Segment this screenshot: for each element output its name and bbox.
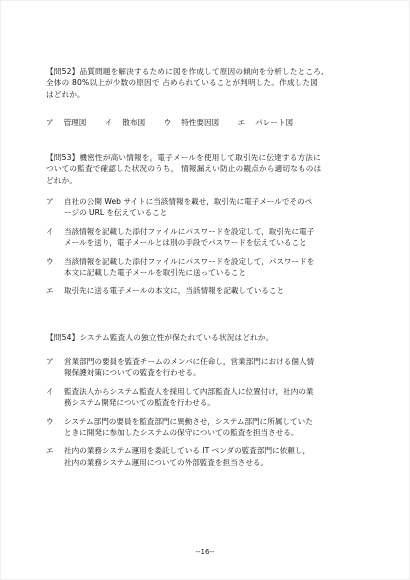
question-53-stem-line-1: 【問53】機密性が高い情報を，電子メールを使用して取引先に伝達する方法に bbox=[46, 153, 321, 162]
q53-option-d[interactable] bbox=[46, 285, 370, 296]
q54-option-d-line-1: 社内の業務システム運用を委託している IT ベンダの監査部門に依頼し， bbox=[64, 446, 311, 456]
q53-option-c-line-1: 当該情報を記載した添付ファイルにパスワードを設定して，パスワードを bbox=[64, 256, 315, 266]
q52-option-a-key: ア bbox=[46, 118, 54, 127]
q52-option-b-text: 散布図 bbox=[122, 118, 146, 127]
q54-option-b-key: イ bbox=[46, 386, 54, 396]
q54-option-b-line-1: 監査法人からシステム監査人を採用して内部監査人に位置付け，社内の業 bbox=[64, 386, 314, 396]
q53-option-d-line-1: 取引先に送る電子メールの本文に，当該情報を記載していること bbox=[64, 286, 285, 296]
q54-option-b-line-2: 務システム開発についての監査を行わせる。 bbox=[64, 398, 215, 408]
q53-option-c[interactable] bbox=[46, 256, 370, 279]
q53-option-c-line-2: 本文に記載した電子メールを取引先に送っていること bbox=[64, 268, 247, 278]
q53-option-a[interactable] bbox=[46, 196, 370, 219]
q54-option-c-key: ウ bbox=[46, 416, 54, 426]
q52-option-a[interactable] bbox=[46, 117, 86, 128]
q52-option-c-key: ウ bbox=[163, 118, 172, 127]
question-52 bbox=[46, 66, 368, 100]
q54-option-c-line-2: ときに開発に参加したシステムの保守についての監査を担当させる。 bbox=[64, 428, 299, 438]
question-52-options bbox=[46, 117, 368, 128]
q53-option-b-key: イ bbox=[46, 226, 54, 236]
question-52-stem-line-2: 全体の 80%以上が少数の原因で 占められていることが判明した。作成した図 bbox=[46, 78, 319, 88]
q53-option-a-line-2: ージの URL を伝えていること bbox=[64, 208, 168, 218]
q54-option-d-line-2: 社内の業務システム運用についての外部監査を担当させる。 bbox=[64, 457, 269, 467]
q54-option-b[interactable] bbox=[46, 386, 370, 409]
q54-option-a-key: ア bbox=[46, 357, 54, 366]
question-54-options bbox=[46, 356, 370, 475]
question-53-stem-line-2: ついての監査で確認した状況のうち， 情報漏えい防止の観点から適切なものは bbox=[46, 164, 322, 174]
page-number: --16-- bbox=[195, 548, 215, 556]
q54-option-a[interactable] bbox=[46, 356, 370, 379]
q53-option-d-key: エ bbox=[46, 286, 54, 296]
q53-option-a-key: ア bbox=[46, 197, 54, 206]
question-54-stem-line-1: 【問54】システム監査人の独立性が保たれている状況はどれか。 bbox=[46, 333, 274, 342]
q54-option-c[interactable] bbox=[46, 416, 370, 439]
q53-option-c-key: ウ bbox=[46, 256, 54, 266]
q54-option-a-line-1: 営業部門の要員を監査チームのメンバに任命し，営業部門における個人情 bbox=[64, 357, 315, 366]
q54-option-d-key: エ bbox=[46, 446, 54, 456]
q52-option-c[interactable] bbox=[164, 117, 220, 128]
q52-option-b[interactable] bbox=[105, 117, 145, 128]
question-53 bbox=[46, 152, 368, 186]
q53-option-b-line-1: 当該情報を記載した添付ファイルにパスワードを設定して，取引先に電子 bbox=[64, 226, 315, 236]
q53-option-a-line-1: 自社の公開 Web サイトに当該情報を載せ，取引先に電子メールでそのペ bbox=[64, 197, 313, 206]
q54-option-d[interactable] bbox=[46, 445, 370, 468]
q52-option-d-key: エ bbox=[237, 118, 246, 127]
q52-option-a-text: 管理図 bbox=[63, 118, 87, 127]
q52-option-c-text: 特性要因図 bbox=[181, 118, 220, 127]
q53-option-b-line-2: メールを送り，電子メールとは別の手段でパスワードを伝えていること bbox=[64, 238, 307, 248]
question-53-stem-line-3: どれか。 bbox=[46, 175, 78, 185]
question-52-stem-line-3: はどれか。 bbox=[46, 89, 85, 99]
q52-option-d[interactable] bbox=[238, 117, 294, 128]
q53-option-b[interactable] bbox=[46, 226, 370, 249]
q52-option-d-text: パレート図 bbox=[255, 118, 294, 127]
question-52-stem-line-1: 【問52】品質問題を解決するために図を作成して原因の傾向を分析したところ, bbox=[46, 67, 324, 76]
q54-option-c-line-1: システム部門の要員を監査部門に異動させ，システム部門に所属していた bbox=[64, 416, 313, 426]
q52-option-b-key: イ bbox=[104, 118, 113, 127]
question-54 bbox=[46, 332, 368, 343]
q54-option-a-line-2: 報保護対策についての監査を行わせる。 bbox=[64, 368, 201, 378]
question-53-options bbox=[46, 196, 370, 304]
